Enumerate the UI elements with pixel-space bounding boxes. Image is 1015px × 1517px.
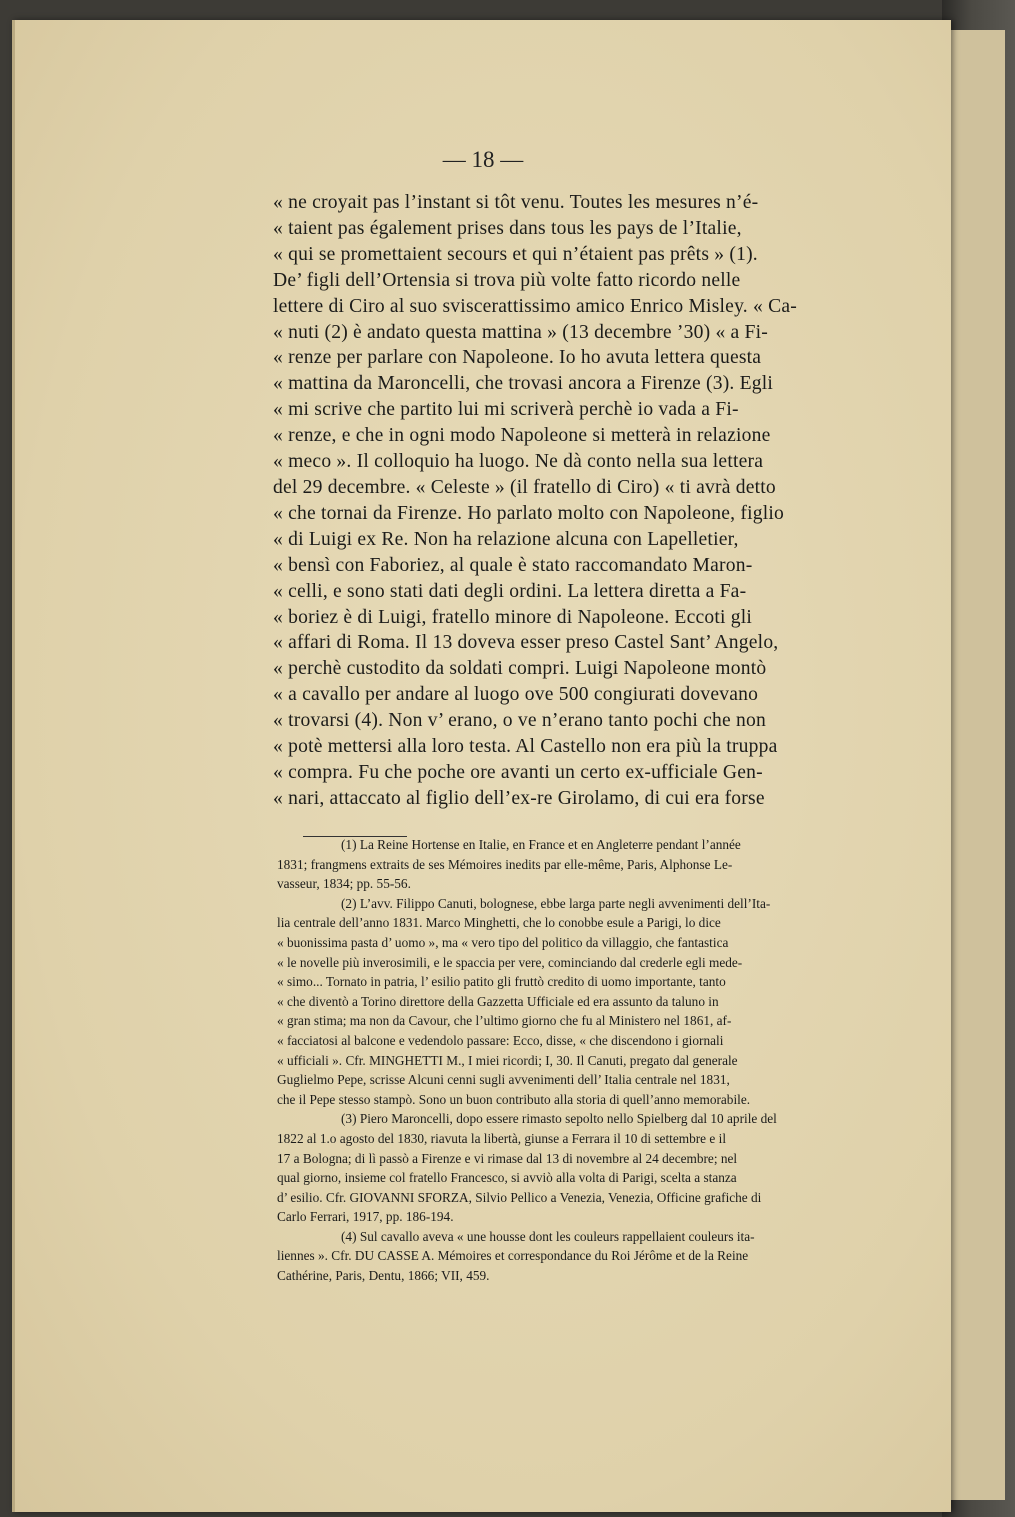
body-line: « nuti (2) è andato questa mattina » (13 decembre ’30) « a Fi- — [273, 321, 769, 343]
footnote-line: « gran stima; ma non da Cavour, che l’ultimo giorno che fu al Ministero nel 1861, af- — [277, 1013, 732, 1029]
body-line: « renze per parlare con Napoleone. Io ho avuta lettera questa — [273, 347, 762, 369]
body-line: « celli, e sono stati dati degli ordini. La lettera diretta a Fa- — [273, 580, 747, 602]
footnote-line: vasseur, 1834; pp. 55-56. — [277, 876, 411, 892]
body-line: « nari, attaccato al figlio dell’ex-re Girolamo, di cui era forse — [273, 787, 765, 809]
body-line: « ne croyait pas l’instant si tôt venu. Toutes les mesures n’é- — [273, 192, 759, 213]
footnote-line: « che diventò a Torino direttore della Gazzetta Ufficiale ed era assunto da taluno in — [277, 993, 719, 1009]
footnote-line: Carlo Ferrari, 1917, pp. 186-194. — [277, 1209, 454, 1225]
footnote-line: qual giorno, insieme col fratello Francesco, si avviò alla volta di Parigi, scelta a stanza — [277, 1170, 737, 1186]
footnote-line: « ufficiali ». Cfr. MINGHETTI M., I miei ricordi; I, 30. Il Canuti, pregato dal generale — [277, 1052, 738, 1068]
body-line: « renze, e che in ogni modo Napoleone si metterà in relazione — [273, 425, 771, 447]
footnotes — [277, 835, 907, 1286]
body-line: « bensì con Faboriez, al quale è stato raccomandato Maron- — [273, 554, 753, 576]
body-line: « trovarsi (4). Non v’ erano, o ve n’erano tanto pochi che non — [273, 710, 767, 732]
body-line: del 29 decembre. « Celeste » (il fratello di Ciro) « ti avrà detto — [273, 476, 776, 498]
footnote-line: (1) La Reine Hortense en Italie, en France et en Angleterre pendant l’année — [341, 837, 741, 852]
footnote-line: « facciatosi al balcone e vedendolo passare: Ecco, disse, « che discendono i giornali — [277, 1032, 724, 1048]
footnote-line: che il Pepe stesso stampò. Sono un buon contributo alla storia di quell’anno memorabile. — [277, 1091, 751, 1107]
body-line: « affari di Roma. Il 13 doveva esser preso Castel Sant’ Angelo, — [273, 632, 779, 654]
page-number: — 18 — — [442, 147, 524, 172]
footnote-line: (2) L’avv. Filippo Canuti, bolognese, ebbe larga parte negli avvenimenti dell’Ita- — [341, 895, 771, 911]
footnote-line: (4) Sul cavallo aveva « une housse dont les couleurs rappellaient couleurs ita- — [341, 1228, 755, 1244]
body-line: lettere di Ciro al suo sviscerattissimo amico Enrico Misley. « Ca- — [273, 295, 797, 317]
body-line: « meco ». Il colloquio ha luogo. Ne dà conto nella sua lettera — [273, 451, 764, 473]
body-line: « che tornai da Firenze. Ho parlato molto con Napoleone, figlio — [273, 502, 784, 524]
footnote-line: liennes ». Cfr. DU CASSE A. Mémoires et correspondance du Roi Jérôme et de la Reine — [277, 1248, 749, 1264]
body-line: « qui se promettaient secours et qui n’étaient pas prêts » (1). — [273, 243, 758, 265]
footnote-line: lia centrale dell’anno 1831. Marco Minghetti, che lo conobbe esule a Parigi, lo dice — [277, 915, 721, 931]
footnote-line: d’ esilio. Cfr. GIOVANNI SFORZA, Silvio Pellico a Venezia, Venezia, Officine grafiche di — [277, 1189, 762, 1205]
body-line: « mi scrive che partito lui mi scriverà perchè io vada a Fi- — [273, 399, 739, 421]
body-line: « mattina da Maroncelli, che trovasi ancora a Firenze (3). Egli — [273, 373, 774, 395]
body-line: « taient pas également prises dans tous les pays de l’Italie, — [273, 217, 742, 239]
footnote-line: « buonissima pasta d’ uomo », ma « vero tipo del politico da villaggio, che fantastica — [277, 934, 729, 950]
footnote-line: « le novelle più inverosimili, e le spaccia per vere, cominciando dal crederle egli mede- — [277, 954, 743, 970]
footnote-line: « simo... Tornato in patria, l’ esilio patito gli fruttò credito di uomo importante, tanto — [277, 974, 726, 990]
footnote-line: Guglielmo Pepe, scrisse Alcuni cenni sugli avvenimenti dell’ Italia centrale nel 1831, — [277, 1072, 730, 1088]
footnote-line: 1831; frangmens extraits de ses Mémoires inedits par elle-même, Paris, Alphonse Le- — [277, 856, 733, 872]
body-text — [273, 190, 895, 812]
footnote-line: 1822 al 1.o agosto del 1830, riavuta la libertà, giunse a Ferrara il 10 di settembre e il — [277, 1130, 727, 1146]
body-line: De’ figli dell’Ortensia si trova più volte fatto ricordo nelle — [273, 269, 741, 291]
footnote-line: (3) Piero Maroncelli, dopo essere rimasto sepolto nello Spielberg dal 10 aprile del — [341, 1111, 777, 1127]
body-line: « a cavallo per andare al luogo ove 500 congiurati dovevano — [273, 684, 759, 706]
footnote-line: Cathérine, Paris, Dentu, 1866; VII, 459. — [277, 1268, 490, 1284]
body-line: « compra. Fu che poche ore avanti un certo ex-ufficiale Gen- — [273, 761, 763, 783]
footnote-line: 17 a Bologna; di lì passò a Firenze e vi rimase dal 13 di novembre al 24 decembre; nel — [277, 1150, 738, 1166]
book-page — [12, 20, 951, 1512]
body-line: « potè mettersi alla loro testa. Al Castello non era più la truppa — [273, 736, 778, 758]
adjacent-page-edge — [948, 30, 1005, 1500]
body-line: « di Luigi ex Re. Non ha relazione alcuna con Lapelletier, — [273, 528, 739, 550]
body-line: « perchè custodito da soldati compri. Luigi Napoleone montò — [273, 658, 767, 680]
body-line: « boriez è di Luigi, fratello minore di Napoleone. Eccoti gli — [273, 606, 753, 628]
